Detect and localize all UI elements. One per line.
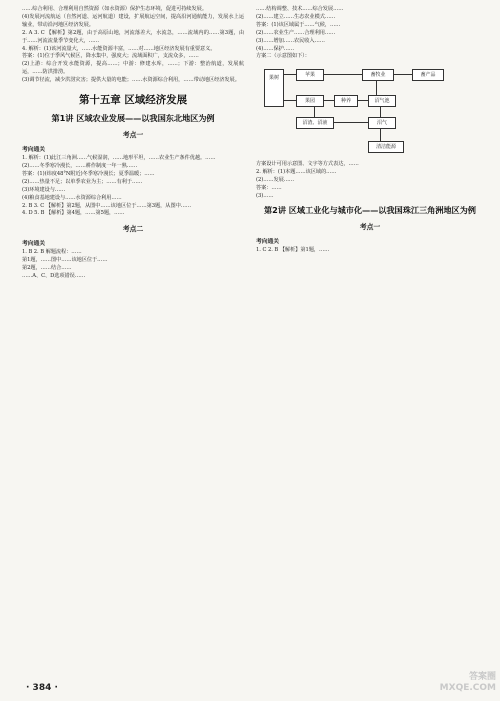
diagram-box-e: 果园	[296, 95, 324, 107]
diagram-connector-9	[380, 129, 381, 141]
left-top-para-6: (2)上游：综合开发水能资源，提高……；中游：修建水库，……；下游：整治航道，发展航运，……防洪排涝。	[22, 61, 244, 76]
left-mid-para-3: 答案：(1)(纬度48°N附近)冬季寒冷漫长；夏季温暖；……	[22, 170, 155, 177]
lecture-title-1: 第1讲 区域农业发展——以我国东北地区为例	[51, 113, 215, 124]
kaoxiang-label-2: 考向通关	[22, 241, 45, 248]
diagram-box-i: 沼气	[368, 117, 396, 129]
diagram-box-a: 果树	[264, 69, 284, 107]
diagram-box-b: 苹果	[296, 69, 324, 81]
left-mid-para-2: (2)……冬季寒冷漫长，……耕作制度一年一熟……	[22, 162, 138, 169]
diagram-connector-11	[334, 122, 368, 123]
left-top-para-7: (3)调节径流，减少洪涝灾害；提供大量的电能；……水资源综合利用，……带动地区经济发展。	[22, 77, 240, 84]
diagram-box-f: 种养	[334, 95, 358, 107]
left-mid-para-7: 2. B 3. C 【解析】第2题，从图中……该地区位于……第3题，从图中……	[22, 202, 191, 209]
left-mid-para-5: (3)环境建设与……	[22, 186, 66, 193]
kaoxiang-label-1: 考向通关	[22, 147, 45, 154]
right-bottom-para-1: 1. C 2. B 【解析】第1题，……	[256, 246, 330, 253]
left-mid-para-4: (2)……热量不足；以单季农业为主；……有利于……	[22, 178, 143, 185]
left-top-para-5: 答案：(1)位于季风气候区，降水集中，强度大；流域面积广，支流众多，……	[22, 53, 199, 60]
right-after-diagram-5: (3)……	[256, 192, 274, 199]
right-top-para-2: (2)……建立……生态农业模式……	[256, 13, 336, 20]
diagram-connector-7	[376, 81, 377, 95]
right-top-para-5: (3)……增加……农民收入……	[256, 37, 325, 44]
kaodian-heading-2: 考点二	[122, 225, 144, 234]
kaoxiang-label-3: 考向通关	[256, 238, 279, 245]
right-column	[256, 6, 484, 255]
diagram-connector-4	[284, 100, 296, 101]
diagram-connector-1	[284, 74, 296, 75]
left-bottom-para-4: ……A、C、D选项错误……	[22, 273, 86, 280]
page-number: · 384 ·	[26, 683, 58, 693]
left-column	[22, 6, 244, 281]
right-after-diagram-2: 2. 解析：(1)本题……该区域的……	[256, 169, 337, 176]
diagram-connector-10	[314, 107, 315, 117]
right-after-diagram-3: (2)……发展……	[256, 177, 295, 184]
chapter-title: 第十五章 区域经济发展	[78, 94, 188, 107]
left-mid-para-8: 4. D 5. B 【解析】第4题，……第5题，……	[22, 210, 125, 217]
lecture-title-2: 第2讲 区域工业化与城市化——以我国珠江三角洲地区为例	[264, 204, 476, 215]
right-top-para-1: ……结构调整、技术……综合发展……	[256, 6, 344, 12]
left-top-para-1: ……综合利用、合理利用自然资源（如水资源）保护生态环境，促进可持续发展。	[22, 6, 207, 12]
diagram-connector-6	[358, 100, 368, 101]
right-top-para-6: (4)……保护……	[256, 45, 295, 52]
kaodian-heading-3: 考点一	[359, 222, 381, 231]
diagram-box-g: 沼气池	[368, 95, 396, 107]
left-top-para-4: 4. 解析：(1)该河流量大，……水能资源丰富，……对……地区经济发展有重要意义。	[22, 45, 216, 52]
diagram-connector-3	[394, 74, 412, 75]
left-mid-para-6: (4)粮食基地建设与……水资源综合利用……	[22, 194, 122, 201]
diagram-box-j: 清洁能源	[368, 141, 404, 153]
left-mid-para-1: 1. 解析：(1)此江三角洲……气候湿润，……地形平坦，……农业生产条件优越。……	[22, 155, 216, 162]
diagram-connector-5	[324, 100, 334, 101]
ecological-agriculture-diagram	[264, 65, 464, 157]
right-after-diagram-1: 方案设计可用示意图、文字等方式表达，……	[256, 161, 359, 168]
left-bottom-para-2: 第1题，……图中……该地区位于……	[22, 257, 108, 264]
left-top-para-3: 2. A 3. C 【解析】第2题，由于高原山地，河流落差大，水流急，……流域内的……第3题，由于……河流流量季节变化大，……	[22, 29, 244, 44]
watermark-logo: 答案圈 MXQE.COM	[439, 672, 496, 693]
diagram-box-c: 畜牧业	[362, 69, 394, 81]
diagram-connector-8	[380, 107, 381, 117]
kaodian-heading-1: 考点一	[122, 131, 144, 140]
left-top-para-2: (4)发展河流航运（自然河道、运河航道）建设，扩展航运空间，提高沿河通航能力，发展水上运输业，带动沿河地区经济发展。	[22, 13, 244, 28]
diagram-box-h: 沼渣、沼液	[296, 117, 334, 129]
right-after-diagram-4: 答案：……	[256, 185, 282, 192]
diagram-box-d: 畜产品	[412, 69, 444, 81]
right-top-para-3: 答案：(1)该区域属于……气候，……	[256, 21, 341, 28]
left-bottom-para-3: 第2题，……结合……	[22, 265, 72, 272]
right-top-para-7: 方案二（示意图如下）：	[256, 53, 310, 60]
left-bottom-para-1: 1. B 2. B 解题流程：……	[22, 249, 82, 256]
right-top-para-4: (2)……农业生产……合理利用……	[256, 29, 336, 36]
diagram-connector-2	[324, 74, 362, 75]
